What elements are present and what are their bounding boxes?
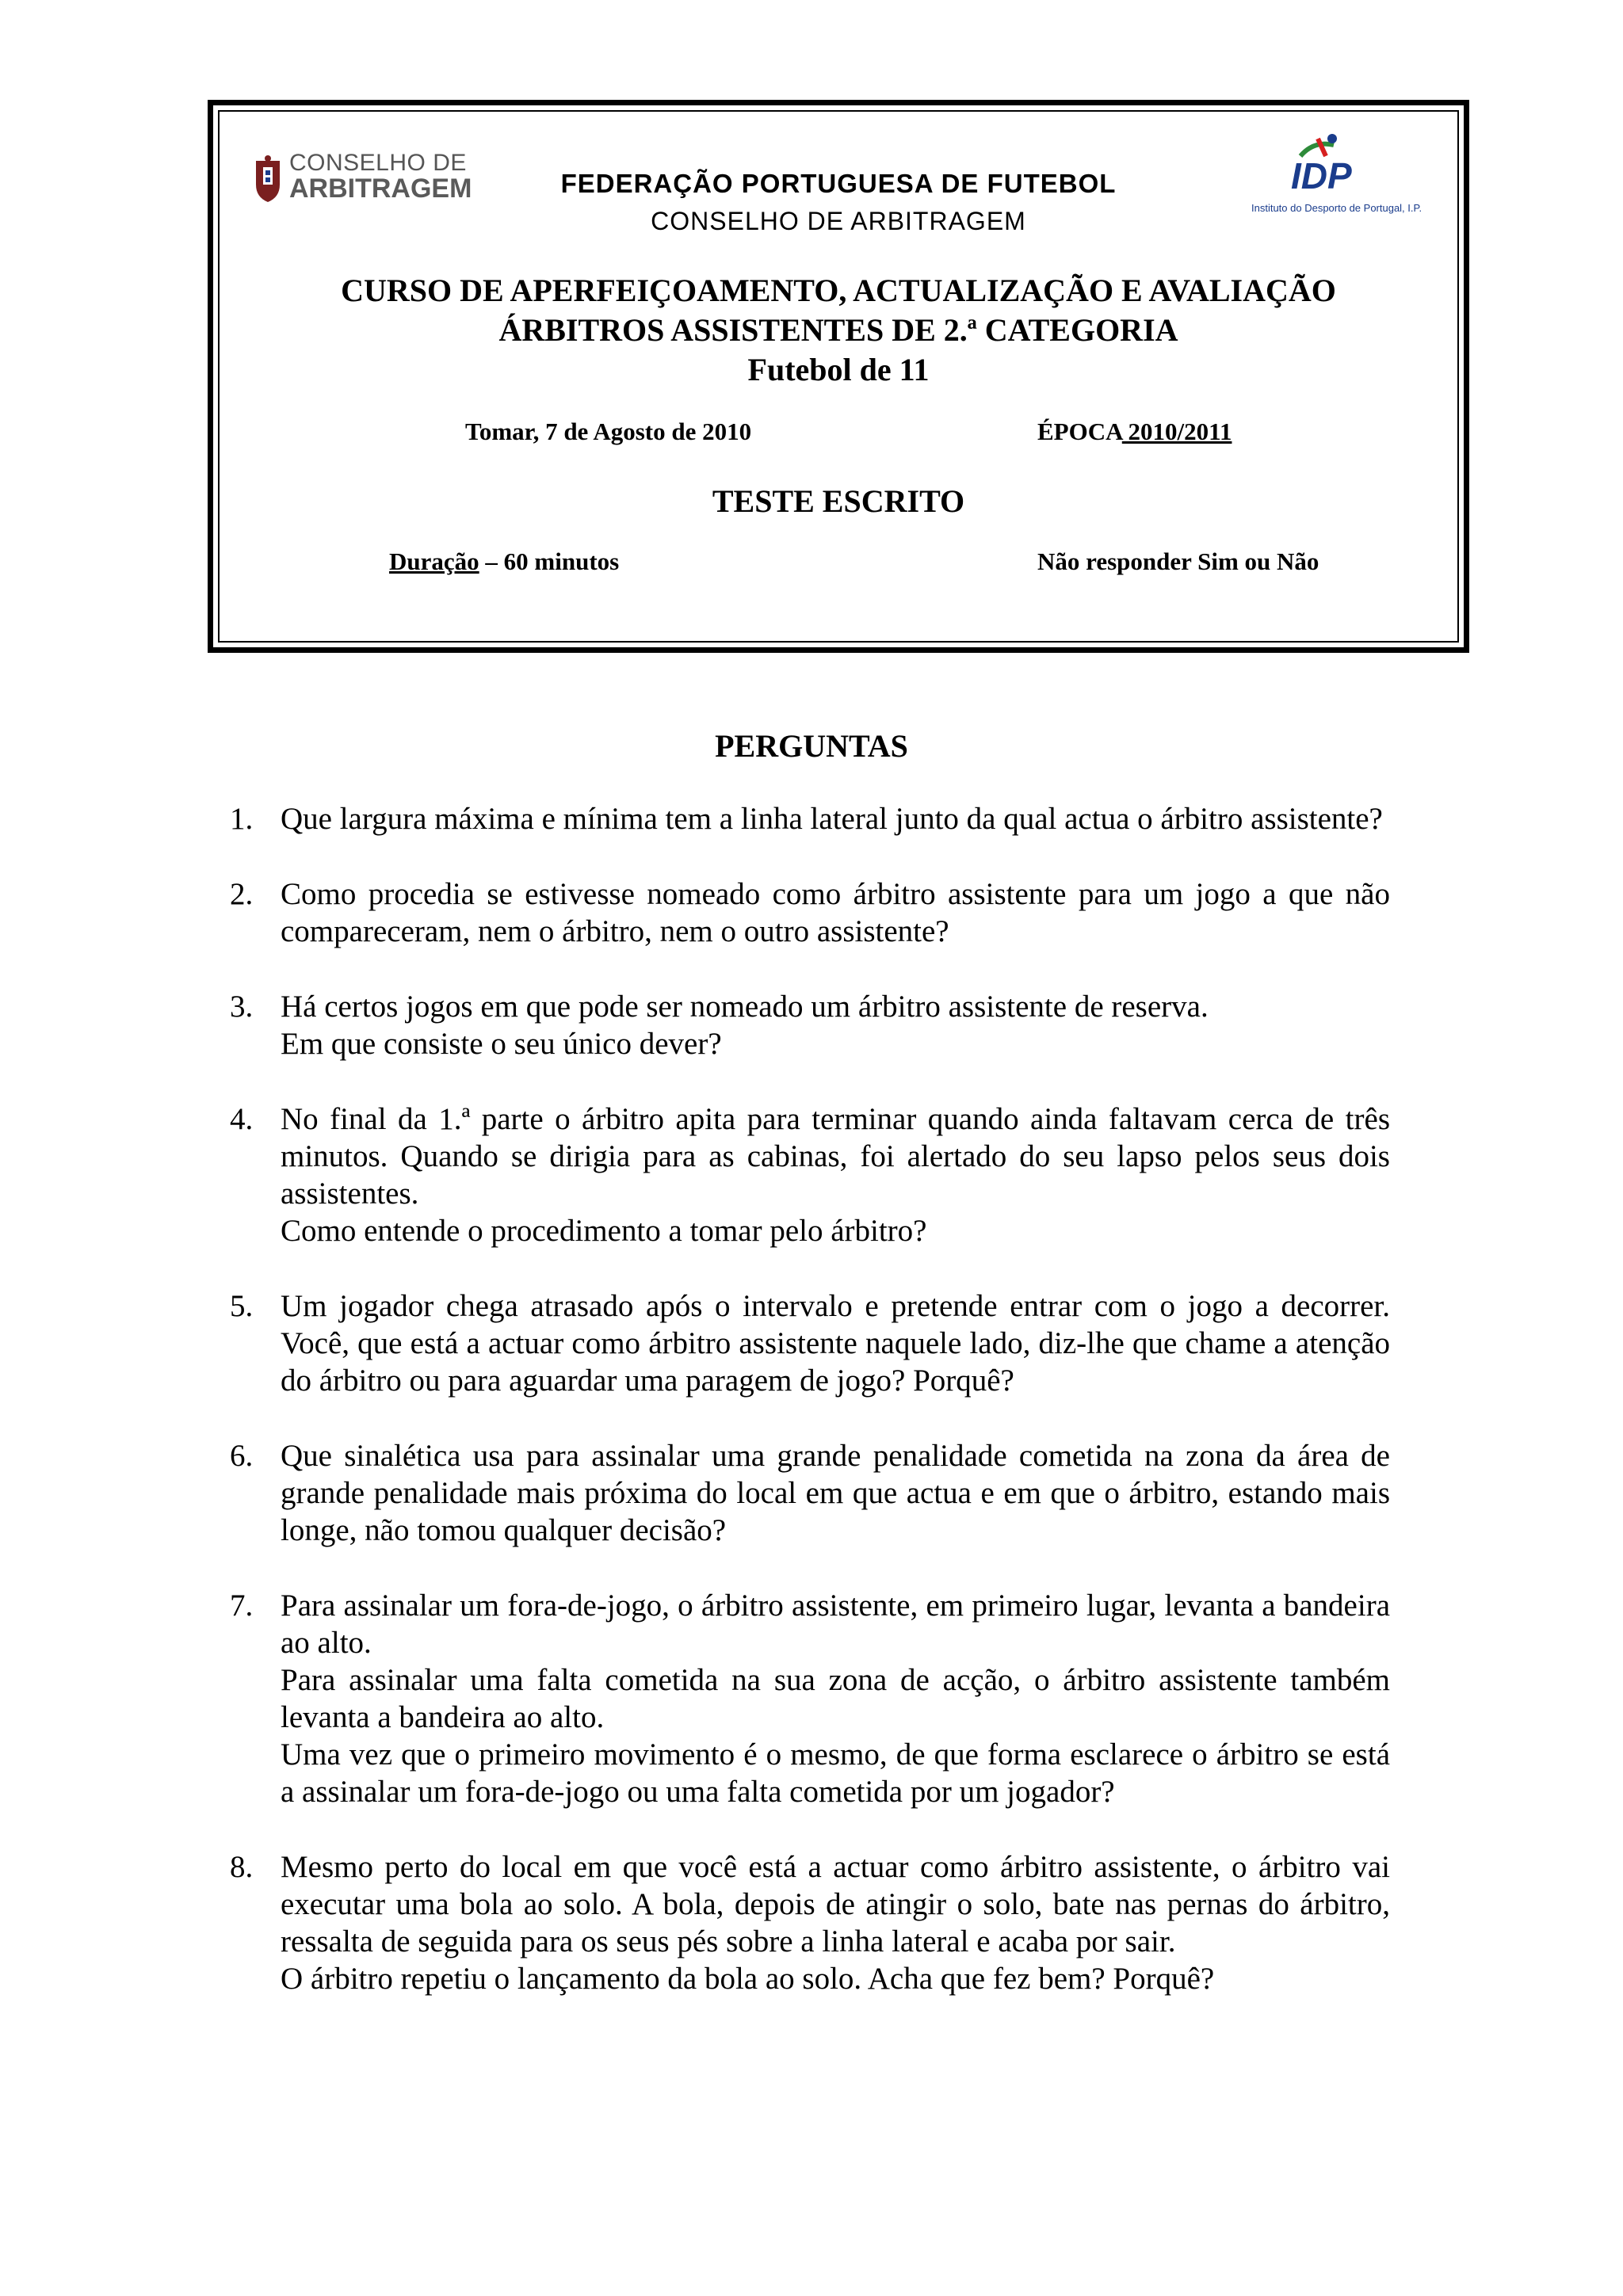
idp-mark: IDP xyxy=(1291,155,1352,196)
question-text: Como procedia se estivesse nomeado como árbitro assistente para um jogo a que não compareceram, nem o árbitro, nem o outro assistente? xyxy=(281,877,1390,948)
question-number: 6. xyxy=(230,1439,254,1473)
question-item xyxy=(230,1437,1390,1549)
place-date: Tomar, 7 de Agosto de 2010 xyxy=(465,418,752,445)
question-item xyxy=(230,1848,1390,1997)
federation-title: FEDERAÇÃO PORTUGUESA DE FUTEBOL xyxy=(560,169,1117,198)
season-value: 2010/2011 xyxy=(1121,418,1232,445)
question-item xyxy=(230,1587,1390,1810)
season xyxy=(1037,418,1232,446)
question-number: 2. xyxy=(230,877,254,911)
course-title-line-3: Futebol de 11 xyxy=(747,352,930,387)
header-box xyxy=(208,100,1469,653)
instruction: Não responder Sim ou Não xyxy=(1037,547,1319,575)
season-label: ÉPOCA xyxy=(1037,418,1122,445)
question-text: Há certos jogos em que pode ser nomeado um árbitro assistente de reserva. xyxy=(281,990,1209,1024)
question-text: Como entende o procedimento a tomar pelo árbitro? xyxy=(281,1214,927,1248)
duration-value: – 60 minutos xyxy=(479,547,620,575)
question-text: No final da 1.ª parte o árbitro apita para terminar quando ainda faltavam cerca de três minutos. Quando se dirigia para as cabinas, foi alertado do seu lapso pelos seus dois assistentes. xyxy=(281,1102,1390,1211)
question-item xyxy=(230,800,1390,837)
question-number: 5. xyxy=(230,1289,254,1323)
question-item xyxy=(230,1287,1390,1399)
logo-line-1: CONSELHO DE xyxy=(289,150,467,176)
question-text: Que largura máxima e mínima tem a linha lateral junto da qual actua o árbitro assistente? xyxy=(281,802,1383,836)
logo-line-2: ARBITRAGEM xyxy=(289,174,472,204)
duration xyxy=(389,547,619,576)
council-title: CONSELHO DE ARBITRAGEM xyxy=(651,207,1026,235)
question-text: Que sinalética usa para assinalar uma grande penalidade cometida na zona da área de grande penalidade mais próxima do local em que actua e em que o árbitro, estando mais longe, não tomou qualquer decisão? xyxy=(281,1439,1390,1547)
question-text: Para assinalar uma falta cometida na sua zona de acção, o árbitro assistente também levanta a bandeira ao alto. xyxy=(281,1663,1390,1734)
question-number: 3. xyxy=(230,990,254,1024)
question-number: 8. xyxy=(230,1850,254,1884)
question-item xyxy=(230,1100,1390,1249)
question-number: 4. xyxy=(230,1102,254,1136)
question-text: O árbitro repetiu o lançamento da bola ao solo. Acha que fez bem? Porquê? xyxy=(281,1962,1215,1996)
question-text: Para assinalar um fora-de-jogo, o árbitro assistente, em primeiro lugar, levanta a bandeira ao alto. xyxy=(281,1589,1390,1660)
duration-label: Duração xyxy=(389,547,479,575)
course-title-line-1: CURSO DE APERFEIÇOAMENTO, ACTUALIZAÇÃO E AVALIAÇÃO xyxy=(341,273,1336,308)
question-number: 1. xyxy=(230,802,254,836)
question-text: Um jogador chega atrasado após o intervalo e pretende entrar com o jogo a decorrer. Você, que está a actuar como árbitro assistente naquele lado, diz-lhe que chame a atenção do árbitro ou para aguardar uma paragem de jogo? Porquê? xyxy=(281,1289,1390,1398)
question-text: Em que consiste o seu único dever? xyxy=(281,1027,722,1061)
question-list xyxy=(230,800,1390,2035)
question-item xyxy=(230,988,1390,1062)
questions-title: PERGUNTAS xyxy=(715,728,908,764)
question-number: 7. xyxy=(230,1589,254,1623)
question-text: Uma vez que o primeiro movimento é o mesmo, de que forma esclarece o árbitro se está a assinalar um fora-de-jogo ou uma falta cometida por um jogador? xyxy=(281,1737,1390,1809)
header-box-inner-border xyxy=(218,110,1459,643)
test-title: TESTE ESCRITO xyxy=(712,483,965,519)
idp-caption: Instituto do Desporto de Portugal, I.P. xyxy=(1251,202,1423,214)
question-item xyxy=(230,875,1390,950)
question-text: Mesmo perto do local em que você está a actuar como árbitro assistente, o árbitro vai executar uma bola ao solo. A bola, depois de atingir o solo, bate nas pernas do árbitro, ressalta de seguida para os seus pés sobre a linha lateral e acaba por sair. xyxy=(281,1850,1390,1958)
course-title-line-2: ÁRBITROS ASSISTENTES DE 2.ª CATEGORIA xyxy=(498,312,1178,348)
